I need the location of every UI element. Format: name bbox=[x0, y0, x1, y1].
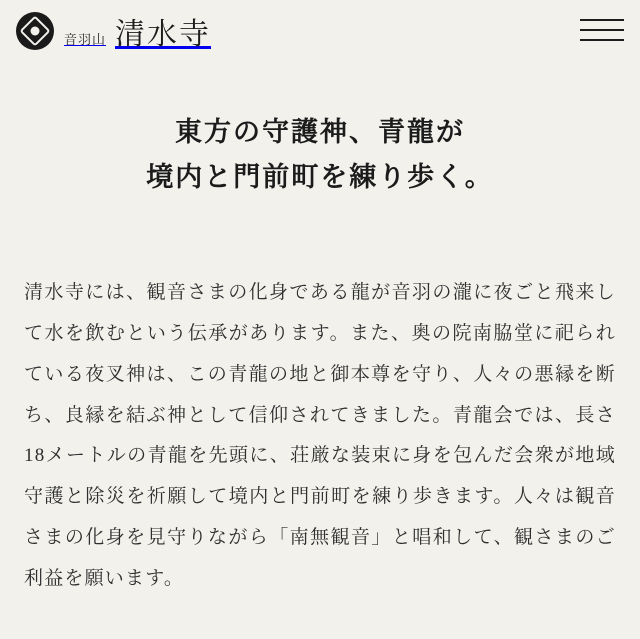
site-header bbox=[0, 0, 640, 62]
menu-bar-bottom bbox=[580, 39, 624, 41]
main-content bbox=[0, 110, 640, 600]
menu-bar-top bbox=[580, 19, 624, 21]
brand-title: 清水寺 bbox=[115, 18, 212, 51]
temple-crest-icon bbox=[16, 12, 54, 50]
site-logo-link[interactable] bbox=[16, 9, 211, 53]
page-headline bbox=[24, 110, 616, 199]
headline-line-1: 東方の守護神、青龍が bbox=[175, 117, 465, 147]
menu-bar-middle bbox=[580, 29, 624, 31]
body-copy bbox=[24, 273, 616, 600]
body-paragraph: 清水寺には、観音さまの化身である龍が音羽の瀧に夜ごと飛来して水を飲むという伝承があります。また、奥の院南脇堂に祀られている夜叉神は、この青龍の地と御本尊を守り、人々の悪縁を断ち、良縁を結ぶ神として信仰されてきました。青龍会では、長さ18メートルの青龍を先頭に、荘厳な装束に身を包んだ会衆が地域守護と除災を祈願して境内と門前町を練り歩きます。人々は観音さまの化身を見守りながら「南無観音」と唱和して、観さまのご利益を願います。 bbox=[24, 282, 616, 589]
hamburger-menu-icon[interactable] bbox=[580, 10, 624, 50]
brand-subtitle: 音羽山 bbox=[64, 32, 107, 47]
brand-text bbox=[64, 9, 211, 53]
headline-line-2: 境内と門前町を練り歩く。 bbox=[146, 161, 494, 192]
